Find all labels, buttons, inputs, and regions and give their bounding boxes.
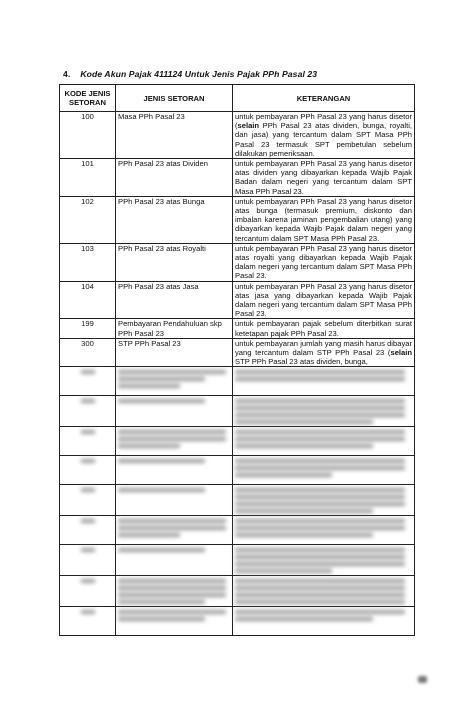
keterangan-emphasis: selain [390,348,412,358]
row-jenis: PPh Pasal 23 atas Royalti [116,243,233,281]
tax-code-table [59,84,415,636]
row-code: 199 [60,319,116,338]
table-header-row [60,85,415,112]
header-kode-jenis-setoran: KODE JENIS SETORAN [60,85,116,112]
row-code: 100 [60,112,116,159]
row-code: 101 [60,159,116,197]
blurred-cell [116,545,233,576]
table-row [60,319,415,338]
blurred-row [60,607,415,636]
header-jenis-setoran: JENIS SETORAN [116,85,233,112]
blurred-cell [60,545,116,576]
blurred-cell [233,396,415,427]
blurred-row [60,427,415,456]
table-row [60,196,415,243]
row-jenis: STP PPh Pasal 23 [116,338,233,367]
table-row [60,338,415,367]
row-jenis: Pembayaran Pendahuluan skp PPh Pasal 23 [116,319,233,338]
blurred-row [60,545,415,576]
blurred-cell [116,427,233,456]
row-code: 104 [60,281,116,319]
blurred-cell [60,576,116,607]
blurred-cell [60,607,116,636]
row-jenis: PPh Pasal 23 atas Bunga [116,196,233,243]
blurred-cell [233,576,415,607]
table-row [60,159,415,197]
blurred-cell [233,427,415,456]
blurred-cell [60,427,116,456]
blurred-cell [60,485,116,516]
row-code: 300 [60,338,116,367]
blurred-cell [116,576,233,607]
blurred-cell [233,545,415,576]
row-code: 102 [60,196,116,243]
blurred-cell [233,516,415,545]
table-row [60,243,415,281]
row-keterangan: untuk pembayaran PPh Pasal 23 yang harus disetor atas dividen yang dibayarkan kepada Wajib Pajak Badan dalam negeri yang tercantum dalam SPT Masa PPh Pasal 23. [233,159,415,197]
blurred-row [60,485,415,516]
keterangan-text: STP PPh Pasal 23 atas dividen, bunga, [235,357,368,367]
blurred-row [60,367,415,396]
keterangan-text: PPh Pasal 23 atas dividen, bunga, royalti, dan jasa) yang tercantum dalam SPT Masa PPh Pasal 23 termasuk SPT pembetulan sebelum dilakukan pemeriksaan. [235,121,412,158]
blurred-cell [116,367,233,396]
row-jenis: Masa PPh Pasal 23 [116,112,233,159]
table-row [60,112,415,159]
blurred-row [60,516,415,545]
blurred-cell [116,607,233,636]
blurred-row [60,396,415,427]
table-row [60,281,415,319]
page-number-mark [418,676,427,683]
section-title: Kode Akun Pajak 411124 Untuk Jenis Pajak PPh Pasal 23 [80,69,318,79]
row-keterangan [233,338,415,367]
keterangan-text: untuk pembayaran jumlah yang masih harus dibayar yang tercantum dalam STP PPh Pasal 23 ( [235,338,412,358]
blurred-cell [233,367,415,396]
blurred-cell [116,396,233,427]
section-heading [63,69,317,79]
row-keterangan: untuk pembayaran PPh Pasal 23 yang harus disetor atas royalti yang dibayarkan kepada Wajib Pajak dalam negeri yang tercantum dalam SPT Masa PPh Pasal 23. [233,243,415,281]
blurred-cell [233,485,415,516]
row-jenis: PPh Pasal 23 atas Dividen [116,159,233,197]
keterangan-text: untuk pembayaran PPh Pasal 23 yang harus disetor ( [235,112,412,131]
section-number: 4. [63,69,71,79]
blurred-cell [60,396,116,427]
row-jenis: PPh Pasal 23 atas Jasa [116,281,233,319]
blurred-cell [233,607,415,636]
header-keterangan: KETERANGAN [233,85,415,112]
blurred-row [60,456,415,485]
row-keterangan: untuk pembayaran PPh Pasal 23 yang harus disetor atas jasa yang dibayarkan kepada Wajib Pajak dalam negeri yang tercantum dalam SPT Masa PPh Pasal 23. [233,281,415,319]
row-keterangan: untuk pembayaran pajak sebelum diterbitkan surat ketetapan pajak PPh Pasal 23. [233,319,415,338]
blurred-cell [116,485,233,516]
row-code: 103 [60,243,116,281]
blurred-row [60,576,415,607]
blurred-cell [116,456,233,485]
blurred-cell [116,516,233,545]
row-keterangan: untuk pembayaran PPh Pasal 23 yang harus disetor atas bunga (termasuk premium, diskonto dan imbalan karena jaminan pengembalian utang) yang dibayarkan kepada Wajib Pajak dalam negeri yang tercantum dalam SPT Masa PPh Pasal 23. [233,196,415,243]
blurred-cell [60,367,116,396]
keterangan-emphasis: selain [237,121,260,131]
blurred-cell [233,456,415,485]
blurred-cell [60,456,116,485]
row-keterangan [233,112,415,159]
blurred-cell [60,516,116,545]
